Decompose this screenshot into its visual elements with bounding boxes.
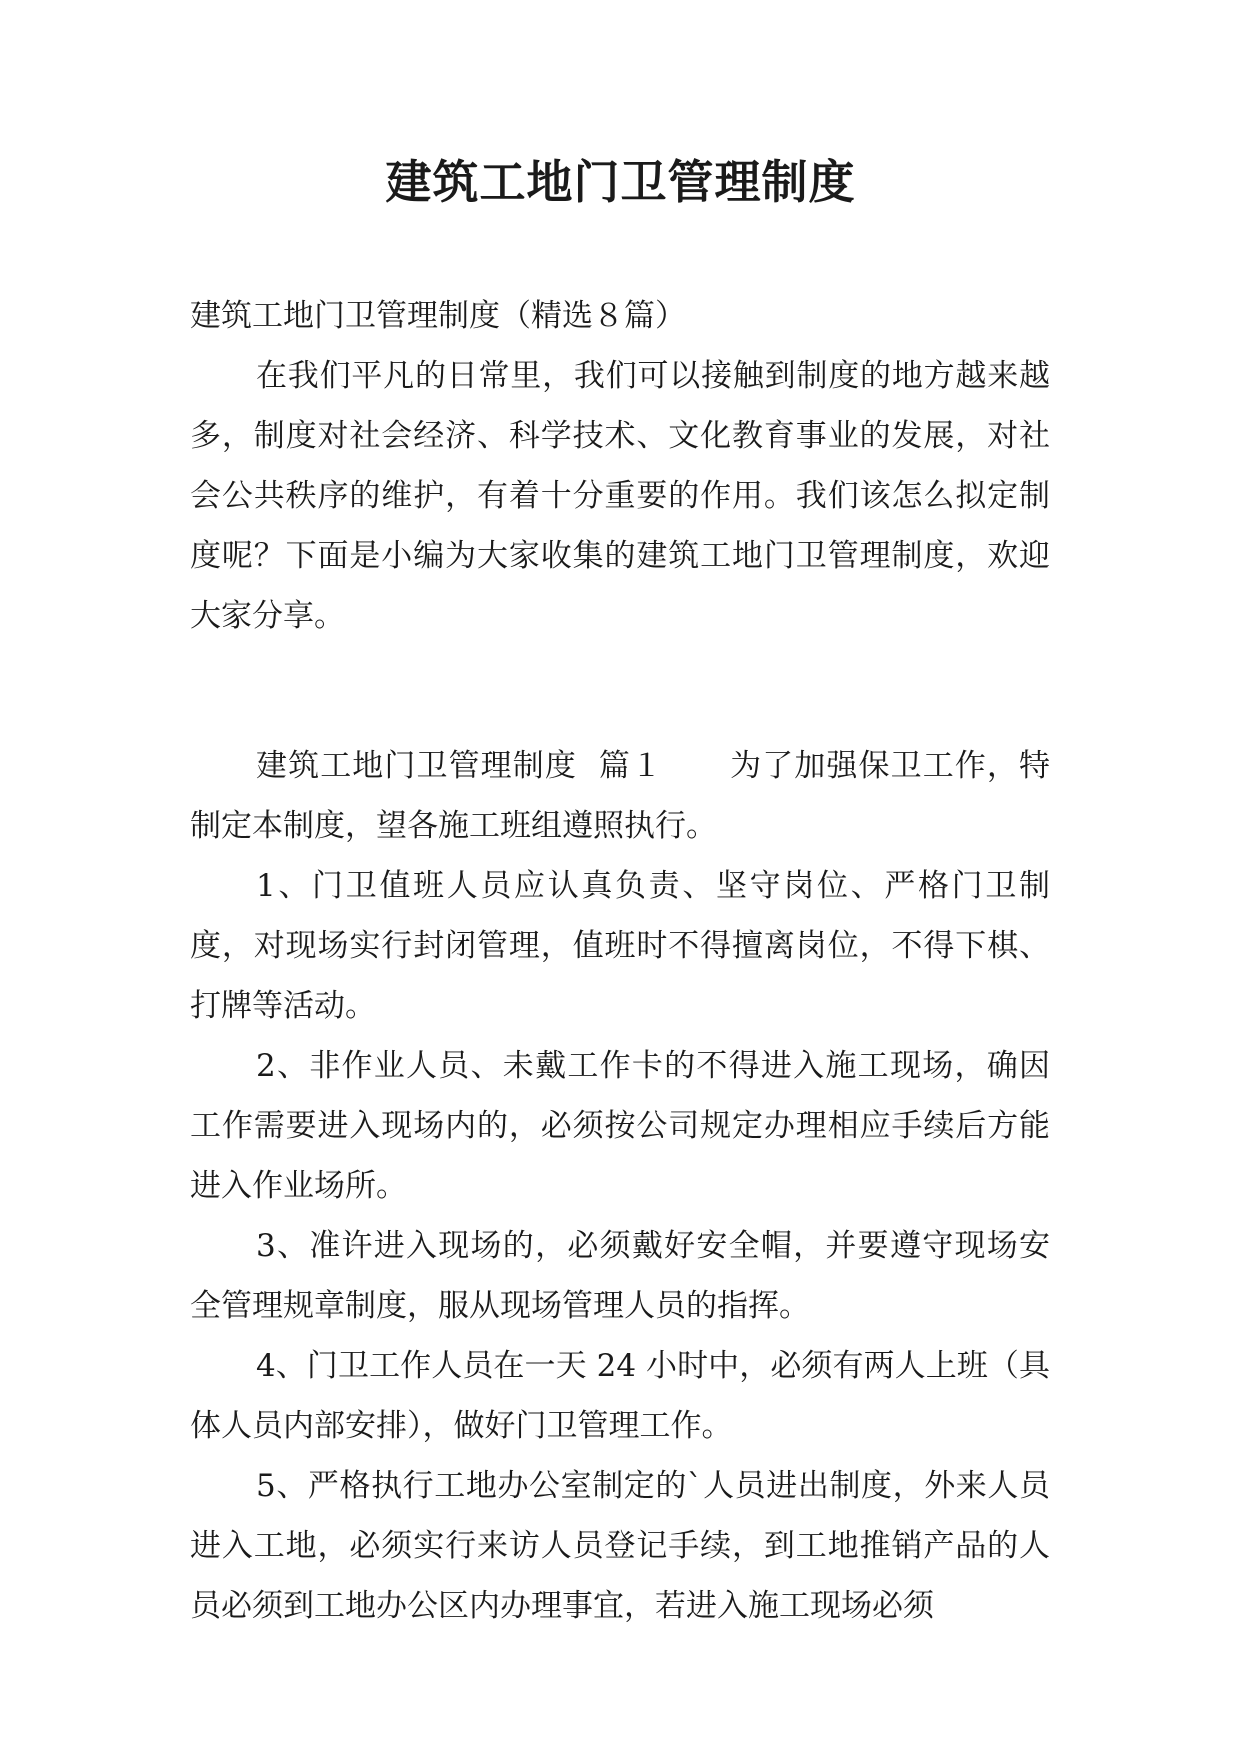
document-subtitle: 建筑工地门卫管理制度（精选８篇） — [190, 298, 686, 334]
rule-item-4: 4、门卫工作人员在一天 24 小时中，必须有两人上班（具体人员内部安排），做好门卫管理工作。 — [190, 1348, 1050, 1444]
document-body — [190, 286, 1050, 1636]
rule-item-1: 1、门卫值班人员应认真负责、坚守岗位、严格门卫制度，对现场实行封闭管理，值班时不得擅离岗位，不得下棋、打牌等活动。 — [190, 868, 1050, 1024]
section-1-opening — [190, 736, 1050, 856]
rule-item-5: 5、严格执行工地办公室制定的`人员进出制度，外来人员进入工地，必须实行来访人员登记手续，到工地推销产品的人员必须到工地办公区内办理事宜，若进入施工现场必须 — [190, 1468, 1050, 1624]
section-1-heading: 建筑工地门卫管理制度 篇１ — [256, 748, 664, 784]
intro-paragraph: 在我们平凡的日常里，我们可以接触到制度的地方越来越多，制度对社会经济、科学技术、文化教育事业的发展，对社会公共秩序的维护，有着十分重要的作用。我们该怎么拟定制度呢？下面是小编为大家收集的建筑工地门卫管理制度，欢迎大家分享。 — [190, 358, 1050, 634]
section-spacer — [190, 646, 1050, 736]
rule-item-2: 2、非作业人员、未戴工作卡的不得进入施工现场，确因工作需要进入现场内的，必须按公司规定办理相应手续后方能进入作业场所。 — [190, 1048, 1050, 1204]
section-1-intro: 为了加强保卫工作，特制定本制度，望各施工班组遵照执行。 — [190, 748, 1050, 844]
rule-item-3: 3、准许进入现场的，必须戴好安全帽，并要遵守现场安全管理规章制度，服从现场管理人员的指挥。 — [190, 1228, 1050, 1324]
document-title: 建筑工地门卫管理制度 — [385, 155, 856, 209]
